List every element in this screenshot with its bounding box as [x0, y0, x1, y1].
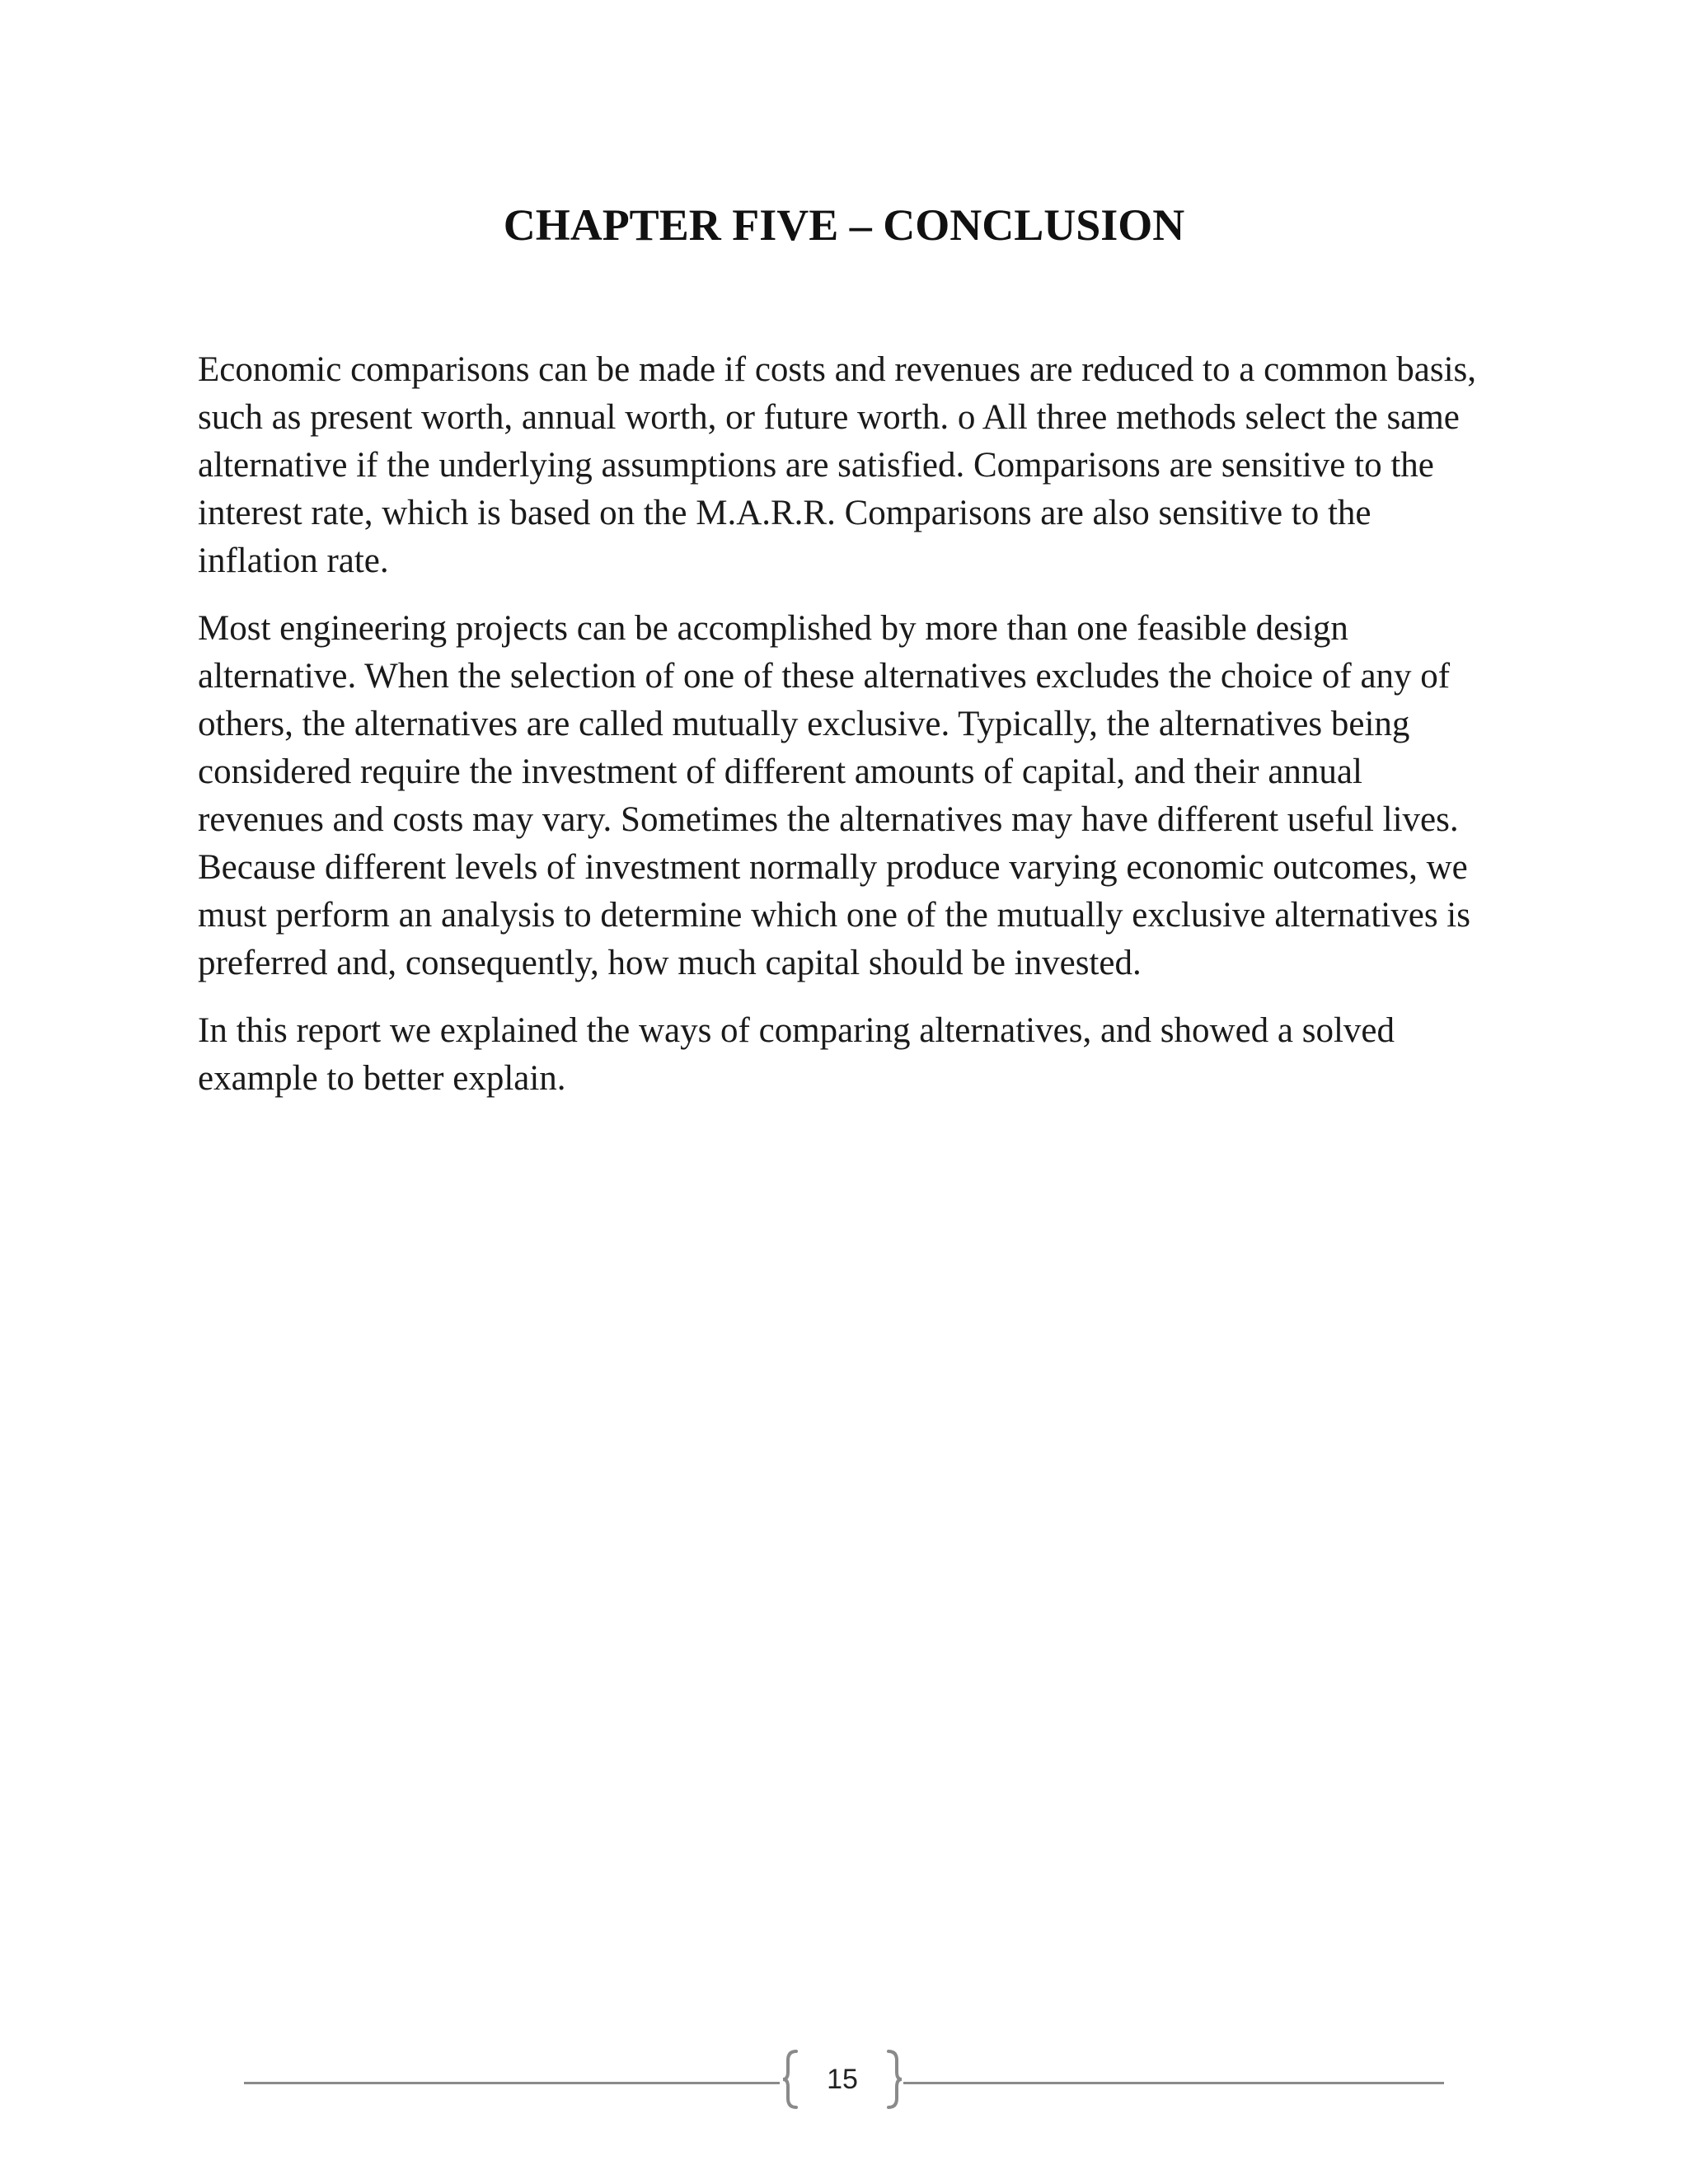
footer-rule-left	[244, 2082, 780, 2084]
footer-rule-right	[903, 2082, 1444, 2084]
right-brace-icon	[885, 2049, 903, 2110]
paragraph-3: In this report we explained the ways of comparing alternatives, and showed a solved example to better explain.	[198, 1011, 1395, 1098]
body-text	[198, 346, 1484, 1122]
paragraph-2: Most engineering projects can be accomplished by more than one feasible design alternative. When the selection of one of these alternatives excludes the choice of any of others, the alternatives are called mutually exclusive. Typically, the alternatives being considered require the investment of different amounts of capital, and their annual revenues and costs may vary. Sometimes the alternatives may have different useful lives. Because different levels of investment normally produce varying economic outcomes, we must perform an analysis to determine which one of the mutually exclusive alternatives is preferred and, consequently, how much capital should be invested.	[198, 609, 1470, 982]
left-brace-icon	[781, 2049, 799, 2110]
page-footer	[244, 2049, 1444, 2115]
paragraph-1: Economic comparisons can be made if costs and revenues are reduced to a common basis, such as present worth, annual worth, or future worth. o All three methods select the same alternative if the underlying assumptions are satisfied. Comparisons are sensitive to the interest rate, which is based on the M.A.R.R. Comparisons are also sensitive to the inflation rate.	[198, 350, 1477, 580]
chapter-title: CHAPTER FIVE – CONCLUSION	[503, 200, 1185, 250]
page-number: 15	[827, 2064, 858, 2095]
